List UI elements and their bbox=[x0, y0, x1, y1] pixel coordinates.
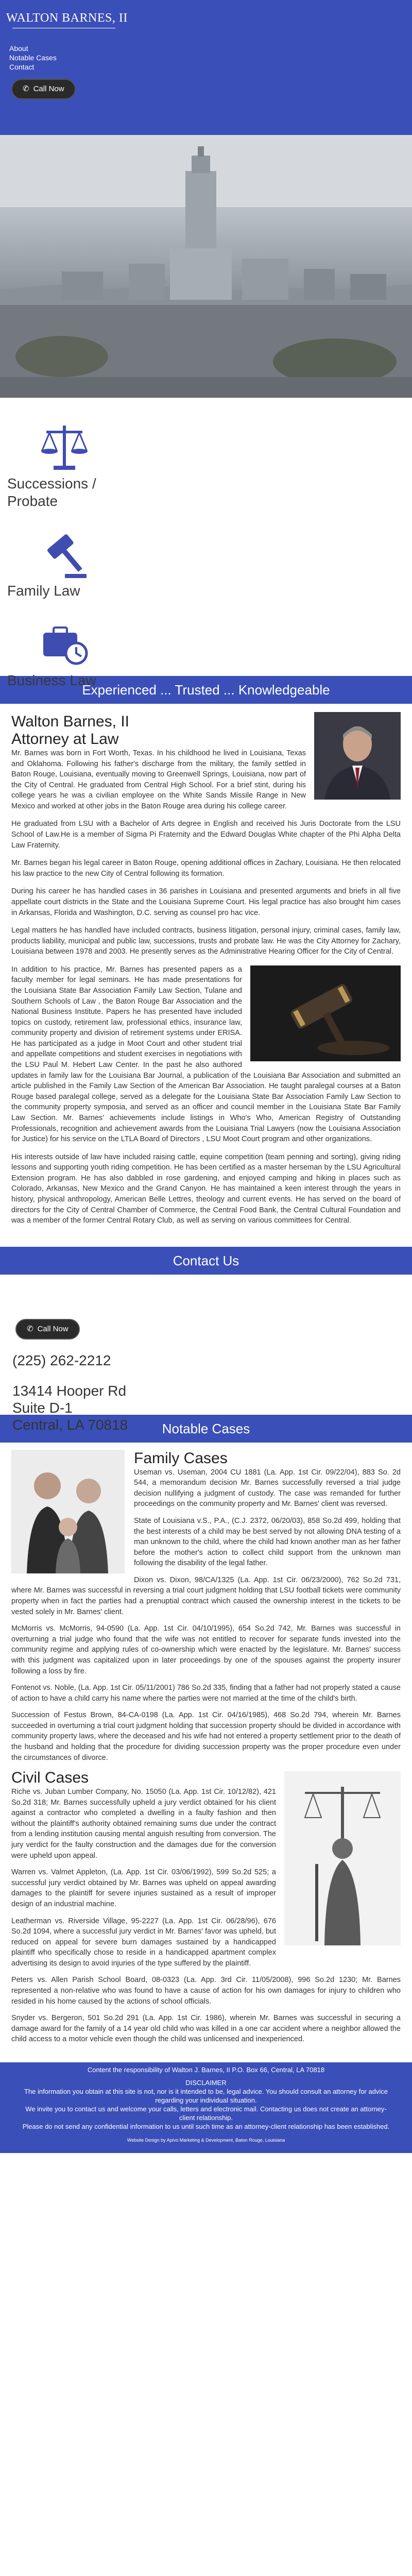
scales-icon bbox=[36, 418, 93, 475]
address-line: 13414 Hooper Rd bbox=[12, 1382, 127, 1399]
about-paragraph: His interests outside of law have included raising cattle, equine competition (team penning and sorting), giving riding lessons and supporting youth riding competition. He has been certified as a master herseman by the LSU Agricultural Extension program. He has also dabbled in rose gardening, and enjoyed camping and hiking in places such as Colorado, Arkansas, New Mexico and the Grand Canyon. He has maintained a keen interest through the years in history, physical anthropology, American Belle Lettres, theology and current events. He has served on the board of directors for the City of Central Chamber of Commerce, the Central Food Bank, the Central Cultural Foundation and was a member of the former Central Rotary Club, as well as serving on various committees for Central. bbox=[11, 1153, 401, 1225]
nav-item-contact[interactable]: Contact bbox=[9, 63, 35, 72]
main-nav bbox=[0, 28, 412, 72]
gavel-icon bbox=[36, 526, 93, 582]
about-paragraph: Mr. Barnes began his legal career in Baton Rouge, opening additional offices in Zachary, Louisiana. He then relocated his law practice to the new City of Central following its formation. bbox=[11, 859, 401, 878]
call-now-label: Call Now bbox=[33, 84, 64, 94]
service-label: Family Law bbox=[7, 583, 80, 599]
disclaimer-text: The information you obtain at this site is not, nor is it intended to be, legal advice. You should consult an attorney for advice regarding your individual situation. bbox=[24, 2087, 388, 2104]
case-item: Useman vs. Useman, 2004 CU 1881 (La. App. 1st Cir. 09/22/04), 883 So. 2d 544, a memorandum decision Mr. Barnes successfully reversed a trial judge decision nullifying a judgment of custody. The case was remanded for further proceedings on the community property and Mr. Barnes' client was reversed. bbox=[134, 1468, 401, 1509]
about-section bbox=[0, 704, 412, 1247]
case-item: Warren vs. Valmet Appleton, (La. App. 1st Cir. 03/06/1992), 599 So.2d 525; a successful jury verdict obtained by Mr. Barnes was upheld on appeal awarding damages to the plaintiff for severe injuries sustained as a result of improper design of an industrial machine. bbox=[11, 1868, 276, 1908]
nav-item-notable-cases[interactable]: Notable Cases bbox=[9, 54, 57, 62]
footer-responsibility: Content the responsibility of Walton J. Barnes, II P.O. Box 66, Central, LA 70818 bbox=[87, 2065, 325, 2074]
lady-justice-photo bbox=[284, 1771, 401, 1945]
skyline-illustration bbox=[0, 135, 412, 398]
service-label-line2: Probate bbox=[7, 493, 58, 509]
logo-text: WALTON BARNES, II bbox=[6, 11, 128, 25]
service-label: Business Law bbox=[7, 672, 96, 688]
service-business-law[interactable] bbox=[0, 615, 412, 689]
case-item: Leatherman vs. Riverside Village, 95-2227 (La. App. 1st Cir. 06/28/96), 676 So.2d 1094, where a successful jury verdict in Mr. Barnes' favor was upheld, but reduced on appeal for severe burn damages sustained by a handicapped plaintiff who specifically chose to reside in a handicapped apartment complex advertising its design to avoid injuries of the type suffered by the plaintiff. bbox=[11, 1917, 276, 1968]
address-line: Suite D-1 bbox=[12, 1399, 73, 1416]
briefcase-clock-icon bbox=[36, 615, 93, 672]
footer-credit[interactable]: Website Design by Apivo Marketing & Development, Baton Rouge, Louisiana bbox=[127, 2137, 285, 2143]
service-successions-probate[interactable] bbox=[0, 418, 412, 510]
call-now-label: Call Now bbox=[37, 1325, 68, 1334]
about-paragraph: Mr. Barnes was born in Fort Worth, Texas. In his childhood he lived in Louisiana, Texas and Oklahoma. Following his father's discharge from the military, the family settled in Baton Rouge, Louisiana, eventually moving to Greenwell Springs, Louisiana, now part of the City of Central. He graduated from Central High School. For a brief stint, during his college years he was a civilian employee on the White Sands Missile Range in New Mexico and worked at other jobs in the Baton Rouge area during his college career. bbox=[11, 749, 306, 810]
tagline-banner: Experienced ... Trusted ... Knowledgeable bbox=[0, 676, 412, 704]
about-paragraph: During his career he has handled cases in 36 parishes in Louisiana and presented arguments and briefs in all five appellate court districts in the State and the Louisiana Supreme Court. His legal practice has also brought him cases in Arkansas, Florida and Washington, D.C. serving as counsel pro hac vice. bbox=[11, 887, 401, 917]
civil-cases-title: Civil Cases bbox=[11, 1769, 89, 1787]
family-cases-title: Family Cases bbox=[134, 1449, 228, 1467]
disclaimer-title: DISCLAIMER bbox=[185, 2078, 227, 2087]
site-footer bbox=[0, 2062, 412, 2153]
attorney-portrait bbox=[314, 712, 401, 800]
disclaimer-text: We invite you to contact us and welcome your calls, letters and electronic mail. Contacting us does not create an attorney-client relationship. bbox=[25, 2105, 387, 2122]
notable-cases-banner: Notable Cases bbox=[0, 1415, 412, 1443]
about-paragraph: In addition to his practice, Mr. Barnes has presented papers as a faculty member for legal seminars. He has made presentations for the Louisiana State Bar Association Family Law Section, Tulane and Southern Schools of Law , the Baton Rouge Bar Association and the National Business Institute. Papers he has presented have included topics on custody, retirement law, professional ethics, insurance law, community property and division of retirement systems under ERISA. He has participated as a judge in Moot Court and other student trial and appellate competitions and student exercises in negotiations with the LSU Paul M. Hebert Law Center. In the past he also authored updates in family law for the Louisiana Bar Journal, a publication of the Louisiana Bar Association and submitted an article published in the Family Law Section of the American Bar Association. He taught paralegal courses at a Baton Rouge based paralegal college, served as a delegate for the Louisiana State Bar Association Family Law Section to the community property symposia, and served as an officer and council member in the Louisiana State Bar Family Law Section. Mr. Barnes' achievements include listings in Who's Who, American Registry of Outstanding Professionals, recognition and achievement awards from the Louisiana Trial Lawyers (now the Louisiana Association for Justice) for his service on the LTLA Board of Directors , LSU Moot Court program and other organizations. bbox=[11, 965, 401, 1144]
phone-icon: ✆ bbox=[27, 1325, 33, 1334]
gavel-photo bbox=[250, 965, 401, 1061]
case-item: Dixon vs. Dixon, 98/CA/1325 (La. App. 1st Cir. 06/23/2000), 762 So.2d 731, where Mr. Barnes was successful in reversing a trial court judgment holding that LSU football tickets were community property when in fact the parties had a prenuptial contract which caused the ownership interest in the tickets to be vested solely in Mr. Barnes' client. bbox=[11, 1575, 401, 1616]
services-section bbox=[0, 398, 412, 688]
case-item: McMorris vs. McMorris, 94-0590 (La. App. 1st Cir. 04/10/1995), 654 So.2d 742, Mr. Barnes was successful in overturning a trial judge who found that the wife was not entitled to recover for separate funds invested into the community regime and applying rules of co-ownership which were enacted by the legislature. Mr. Barnes' success with this judgment was capitalized upon in later proceedings by one of the spouses against the property insurer following a loss by fire. bbox=[11, 1624, 401, 1675]
case-item: Riche vs. Juban Lumber Company, No. 15050 (La. App. 1st Cir. 10/12/82), 421 So.2d 318; Mr. Barnes successfully upheld a jury verdict obtained for his client against a contractor who completed a dwelling in a faulty fashion and then without the plaintiff's authority obtained remaining sums due under the contract from a lending institution causing mental anguish resulting from conversion. The jury verdict for the faulty construction and the damages due for the conversion were upheld upon appeal. bbox=[11, 1788, 276, 1860]
service-label: Successions / bbox=[7, 476, 96, 492]
about-paragraph: He graduated from LSU with a Bachelor of Arts degree in English and received his Juris Doctorate from the LSU School of Law.He is a member of Sigma Pi Fraternity and the Edward Douglas White chapter of the Phi Alpha Delta Law Fraternity. bbox=[11, 820, 401, 850]
contact-banner: Contact Us bbox=[0, 1247, 412, 1275]
contact-phone[interactable]: (225) 262-2212 bbox=[12, 1352, 111, 1368]
phone-icon: ✆ bbox=[23, 84, 29, 94]
disclaimer-text: Please do not send any confidential information to us until such time as an attorney-client relationship has been established. bbox=[22, 2122, 390, 2130]
notable-cases-section bbox=[0, 1443, 412, 2062]
case-item: Snyder vs. Bergeron, 501 So.2d 291 (La. App. 1st Cir. 1986), wherein Mr. Barnes was successful in securing a damage award for the family of a 14 year old child who was killed in a one car accident where a neighbor allowed the child access to a motor vehicle even though the child was unlicensed and inexperienced. bbox=[11, 2014, 401, 2044]
case-item: Succession of Festus Brown, 84-CA-0198 (La. App. 1st Cir. 04/16/1985), 468 So.2d 794, wherein Mr. Barnes succeeded in overturning a trial court judgment holding that succession property should be divided in accordance with community property laws, where the deceased and his wife had not entered a property settlement prior to the death of the husband and holding that the procedure for dividing succession property was the proper procedure even under the circumstances of divorce. bbox=[11, 1711, 401, 1762]
case-item: Fontenot vs. Noble, (La. App. 1st Cir. 05/11/2001) 786 So.2d 335, finding that a father had not properly stated a cause of action to have a child carry his name where the parties were not married at the time of the child's birth. bbox=[11, 1684, 401, 1703]
nav-item-about[interactable]: About bbox=[9, 44, 28, 53]
about-title-role: Attorney at Law bbox=[11, 731, 119, 748]
case-item: Peters vs. Allen Parish School Board, 08-0323 (La. App. 3rd Cir. 11/05/2008), 996 So.2d 1230; Mr. Barnes represented a non-relative who was found to have a cause of action for his own damages for injury to children who resided in his home caused by the actions of school officials. bbox=[11, 1976, 401, 2006]
site-header bbox=[0, 0, 412, 135]
about-paragraph: Legal matters he has handled have included contracts, business litigation, personal injury, criminal cases, family law, products liability, municipal and public law, successions, trusts and probate law. He was the City Attorney for Zachary, Louisiana between 1978 and 2003. He presently serves as the Administrative Hearing Officer for the City of Central. bbox=[11, 926, 401, 956]
site-logo[interactable] bbox=[0, 9, 412, 28]
about-title-name: Walton Barnes, II bbox=[11, 713, 129, 730]
case-item: State of Louisiana v.S., P.A., (C.J. 2372, 06/20/03), 858 So.2d 499, holding that the best interests of a child may be best served by not allowing DNA testing of a man unknown to the child, where the child had known another man as her father before the mother's action to collect child support from the unknown man following the disability of the legal father. bbox=[134, 1517, 401, 1568]
contact-call-now-button[interactable] bbox=[15, 1319, 80, 1340]
service-family-law[interactable] bbox=[0, 526, 412, 600]
family-photo bbox=[11, 1450, 125, 1573]
address-line: Central, LA 70818 bbox=[12, 1416, 128, 1433]
hero-skyline-image bbox=[0, 135, 412, 398]
call-now-button[interactable] bbox=[11, 79, 76, 99]
